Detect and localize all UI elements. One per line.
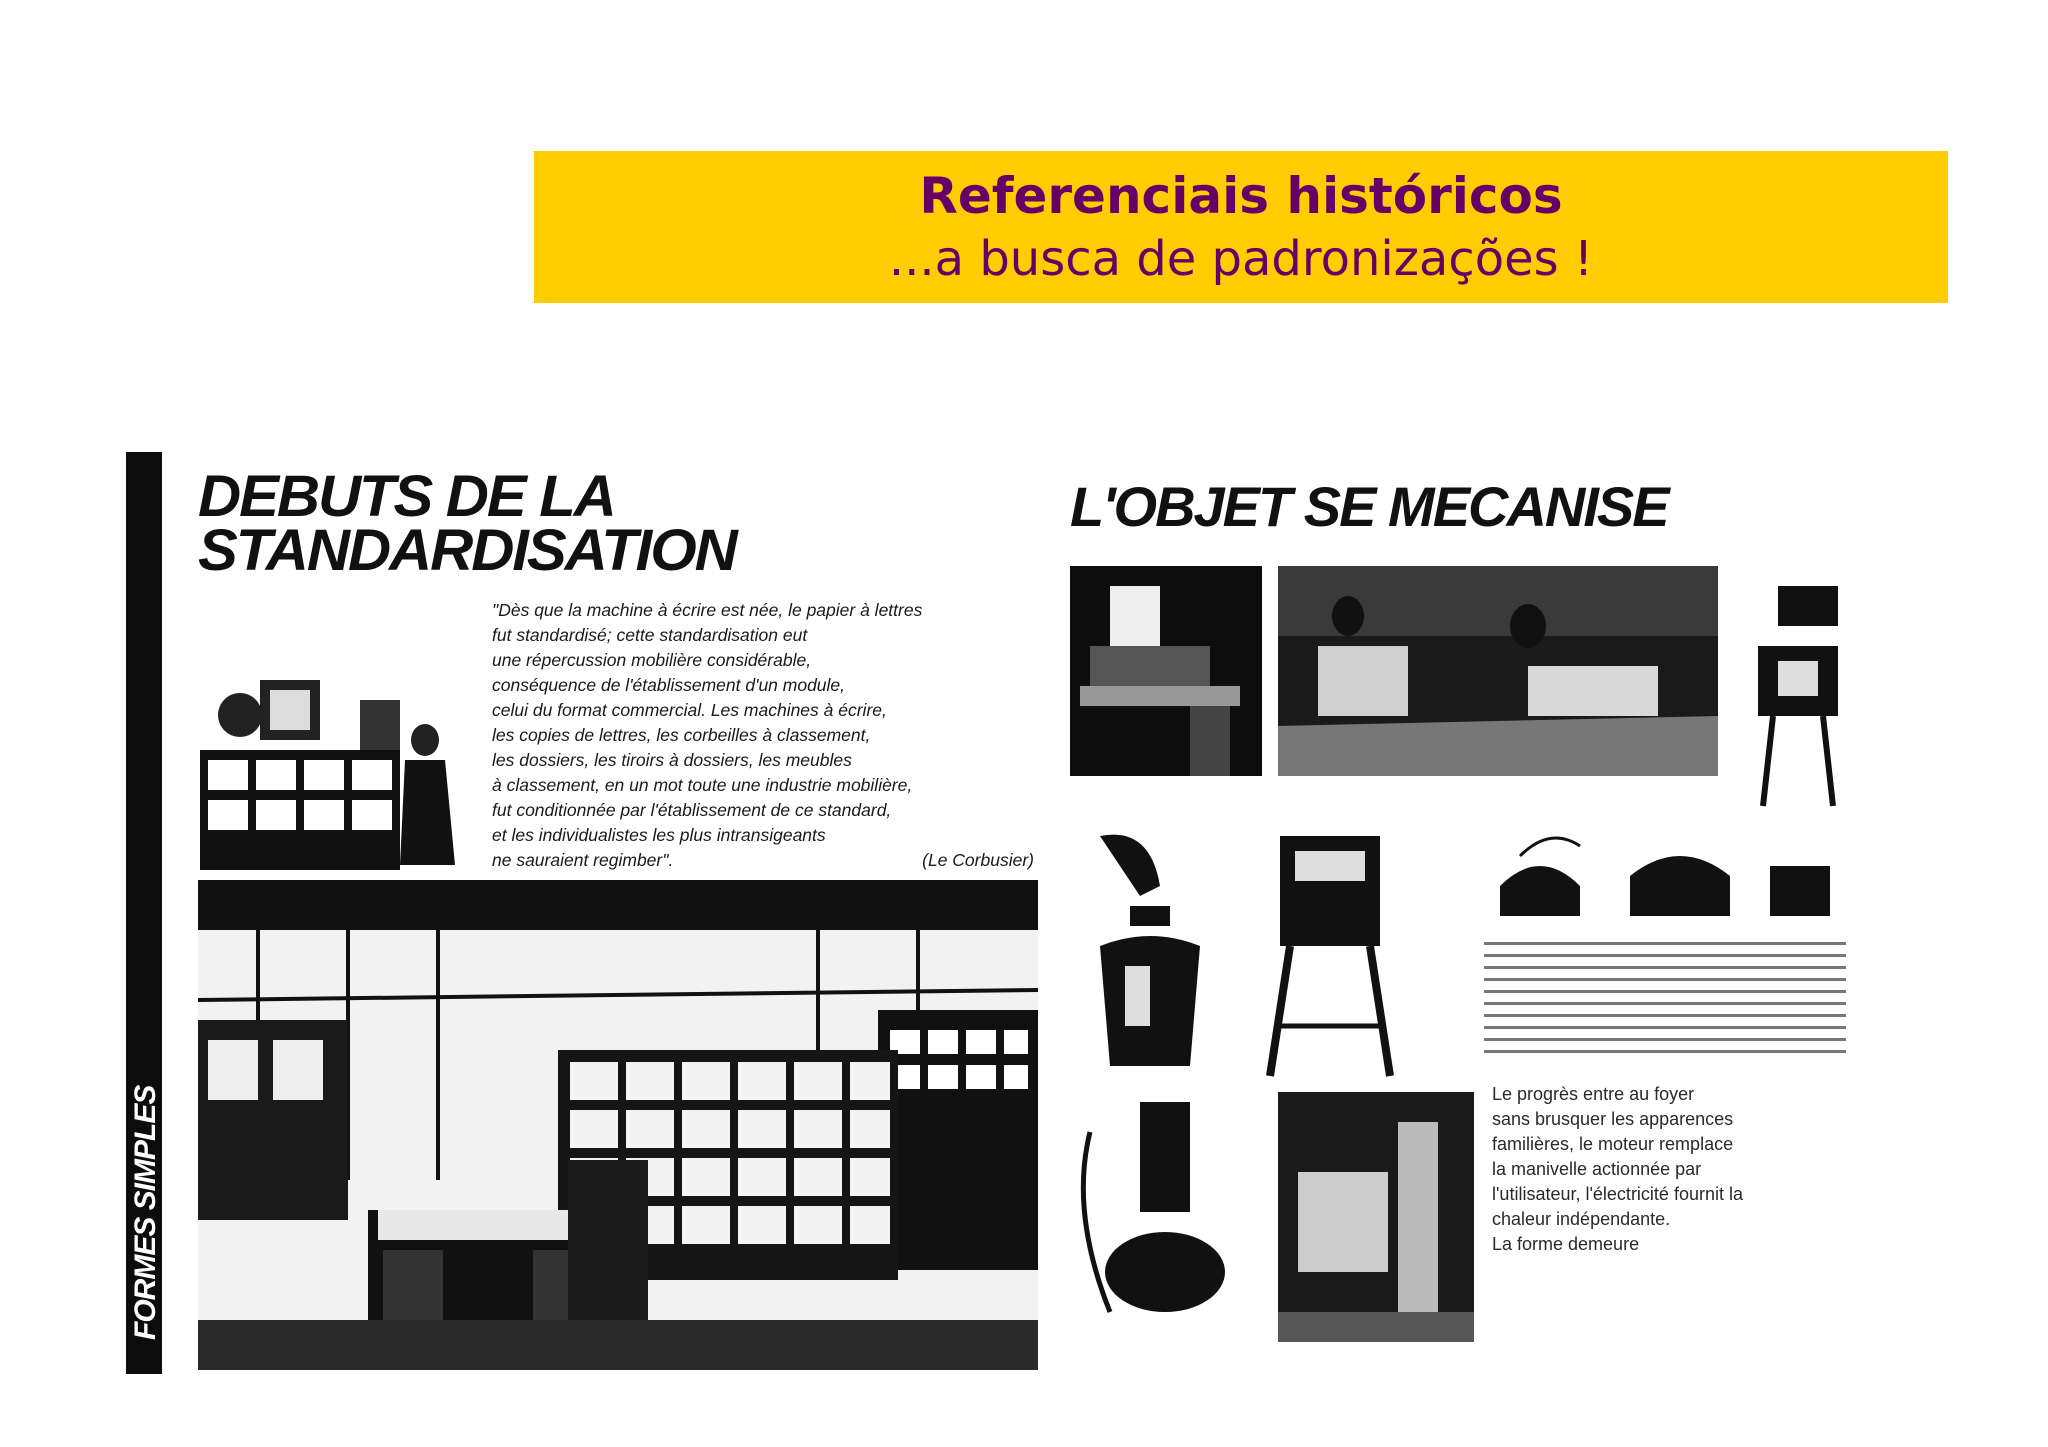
left-title-line-2: STANDARDISATION (198, 518, 736, 583)
quote-line: conséquence de l'établissement d'un module, (492, 675, 846, 695)
caption-line: l'utilisateur, l'électricité fournit la (1492, 1184, 1743, 1204)
interior-scene-photo (1278, 566, 1718, 776)
banner-title: Referenciais históricos (919, 167, 1563, 225)
grinder-photo (1278, 1092, 1474, 1342)
banner-subtitle: ...a busca de padronizações ! (888, 231, 1594, 287)
left-title-line-1: DEBUTS DE LA (198, 464, 615, 529)
scanned-magazine-page (120, 440, 1940, 1380)
caption-line: familières, le moteur remplace (1492, 1134, 1734, 1154)
caption-line: La forme demeure (1492, 1234, 1640, 1254)
caption-line: sans brusquer les apparences (1492, 1109, 1734, 1129)
header-banner (534, 151, 1948, 303)
coffee-roaster-photo (1250, 826, 1410, 1086)
quote-line: fut standardisé; cette standardisation eut (492, 625, 808, 645)
office-interior-photo (198, 880, 1038, 1370)
quote-line: et les individualistes les plus intransigeants (492, 825, 826, 845)
electric-kettle-photo (1070, 826, 1230, 1086)
side-label-bar (126, 452, 162, 1374)
left-article-title (198, 464, 736, 583)
quote-line: une répercussion mobilière considérable, (492, 650, 812, 670)
quote-line: les copies de lettres, les corbeilles à classement, (492, 725, 871, 745)
corbusier-quote (492, 598, 1032, 873)
quote-line: fut conditionnée par l'établissement de ce standard, (492, 800, 892, 820)
quote-attribution: (Le Corbusier) (922, 850, 1034, 870)
caption-line: chaleur indépendante. (1492, 1209, 1671, 1229)
quote-line: "Dès que la machine à écrire est née, le papier à lettres (492, 600, 923, 620)
right-caption (1492, 1082, 1812, 1257)
quote-line: les dossiers, les tiroirs à dossiers, les meubles (492, 750, 852, 770)
filing-furniture-photo (200, 660, 480, 875)
washing-machine-photo (1748, 566, 1848, 812)
caption-line: la manivelle actionnée par (1492, 1159, 1702, 1179)
typewriter-desk-photo (1070, 566, 1262, 776)
quote-line (492, 848, 1032, 873)
side-label: FORMES SIMPLES (129, 1085, 162, 1340)
quote-last-line: ne sauraient regimber". (492, 850, 674, 870)
caption-line: Le progrès entre au foyer (1492, 1084, 1695, 1104)
right-article-title: L'OBJET SE MECANISE (1070, 475, 1668, 538)
quote-line: à classement, en un mot toute une industrie mobilière, (492, 775, 913, 795)
mixer-photo (1070, 1092, 1250, 1342)
quote-line: celui du format commercial. Les machines à écrire, (492, 700, 887, 720)
irons-photo (1480, 826, 1850, 926)
fine-print-columns (1480, 932, 1850, 1068)
